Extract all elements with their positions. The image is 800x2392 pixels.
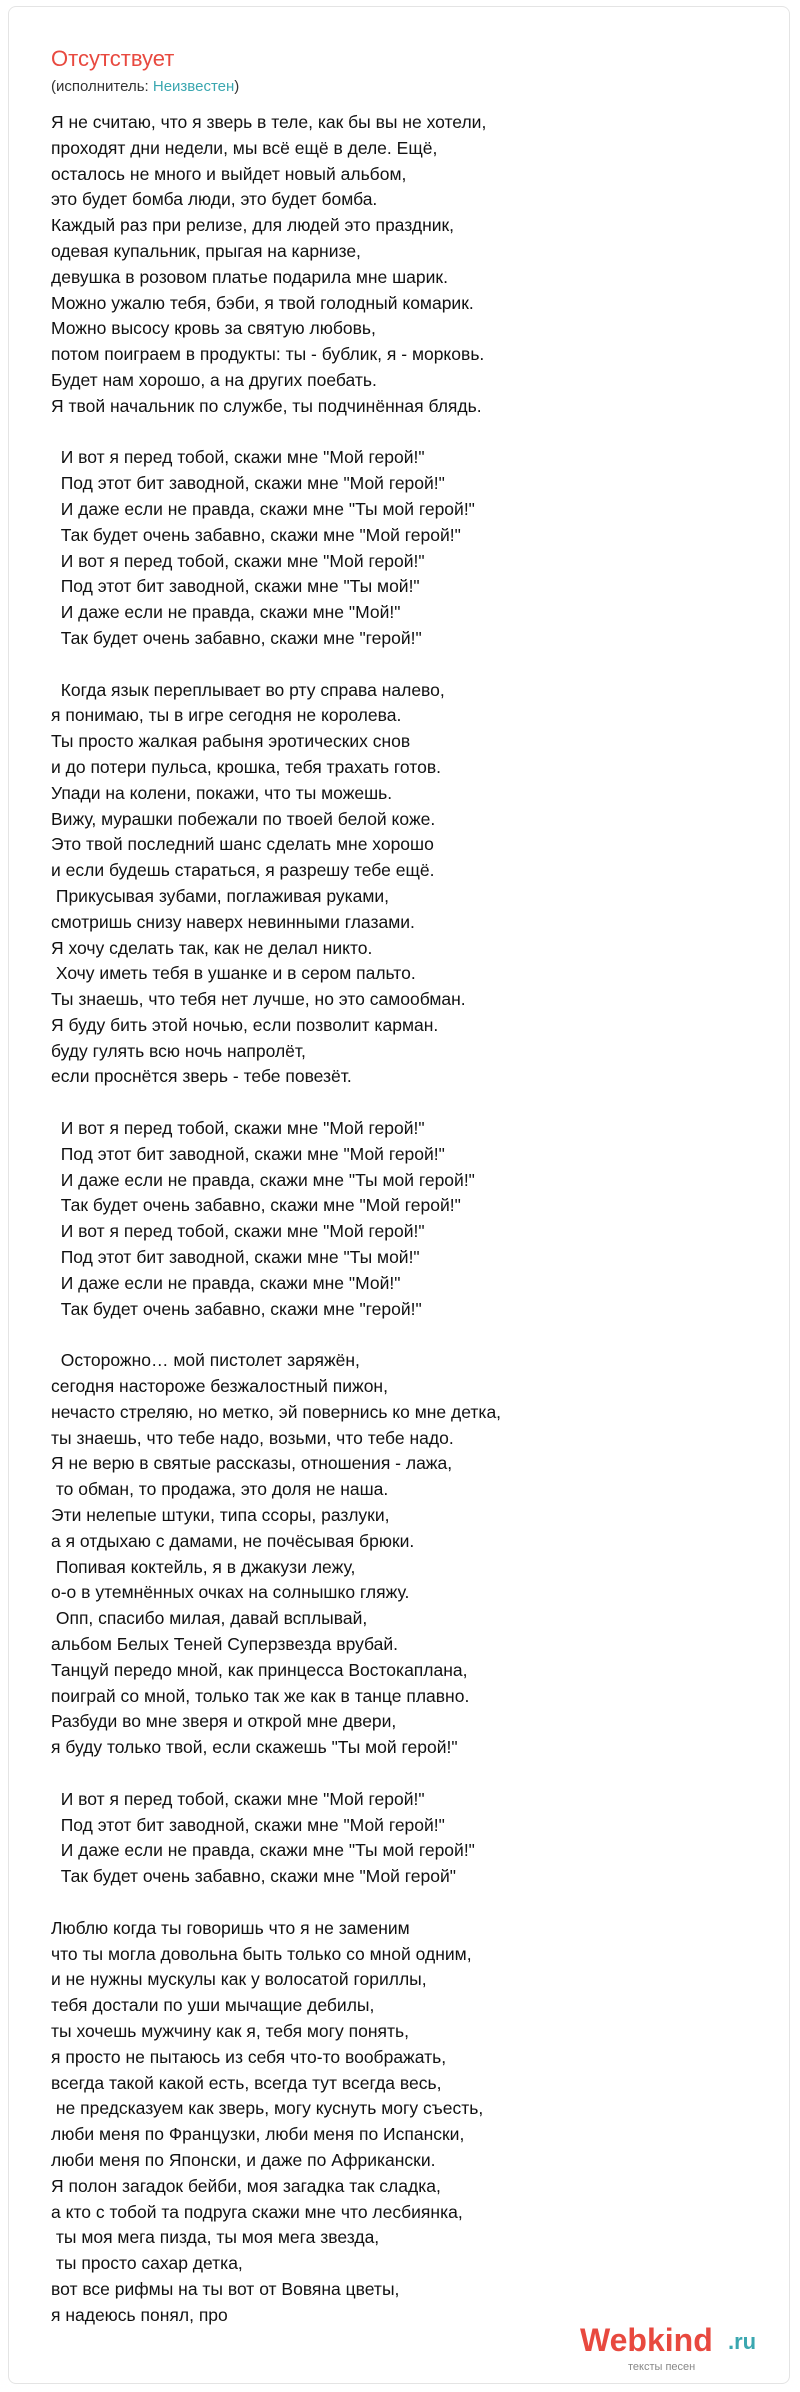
lyrics-line: альбом Белых Теней Суперзвезда врубай. [51, 1634, 399, 1655]
lyrics-line: тебя достали по уши мычащие дебилы, [51, 1995, 375, 2016]
lyrics-line: поиграй со мной, только так же как в танце плавно. [51, 1685, 470, 1706]
lyrics-line: И вот я перед тобой, скажи мне "Мой герой!" [51, 1788, 425, 1809]
artist-suffix: ) [234, 78, 240, 95]
lyrics-line: сегодня настороже безжалостный пижон, [51, 1376, 388, 1397]
lyrics-line: а я отдыхаю с дамами, не почёсывая брюки. [51, 1530, 415, 1551]
lyrics-line: и если будешь стараться, я разрешу тебе ещё. [51, 860, 435, 881]
lyrics-line: вот все рифмы на ты вот от Вовяна цветы, [51, 2278, 400, 2299]
lyrics-line: Будет нам хорошо, а на других поебать. [51, 369, 377, 390]
lyrics-line: Я буду бить этой ночью, если позволит карман. [51, 1014, 439, 1035]
lyrics-line: Так будет очень забавно, скажи мне "Мой герой!" [51, 1195, 461, 1216]
lyrics-line: девушка в розовом платье подарила мне шарик. [51, 266, 448, 287]
content-frame [8, 6, 790, 2384]
lyrics-line: я понимаю, ты в игре сегодня не королева. [51, 705, 402, 726]
lyrics-line: Ты просто жалкая рабыня эротических снов [51, 731, 411, 752]
lyrics-line: Когда язык переплывает во рту справа налево, [51, 679, 445, 700]
lyrics-line: И даже если не правда, скажи мне "Ты мой герой!" [51, 498, 475, 519]
artist-link[interactable]: Неизвестен [152, 78, 235, 95]
lyrics-blank-line [51, 1761, 751, 1787]
site-logo[interactable] [580, 2320, 780, 2375]
lyrics-line: Разбуди во мне зверя и открой мне двери, [51, 1711, 397, 1732]
lyrics-line: Под этот бит заводной, скажи мне "Мой герой!" [51, 473, 445, 494]
lyrics-line: ты знаешь, что тебе надо, возьми, что тебе надо. [51, 1427, 454, 1448]
lyrics-line: Прикусывая зубами, поглаживая руками, [51, 885, 390, 906]
lyrics-line: ты моя мега пизда, ты моя мега звезда, [51, 2227, 380, 2248]
lyrics-line: Я не верю в святые рассказы, отношения - лажа, [51, 1453, 453, 1474]
lyrics-line: ты просто сахар детка, [51, 2253, 243, 2274]
lyrics-line: Так будет очень забавно, скажи мне "Мой герой!" [51, 524, 461, 545]
lyrics-line: Люблю когда ты говоришь что я не заменим [51, 1917, 410, 1938]
lyrics-line: Под этот бит заводной, скажи мне "Ты мой!" [51, 1247, 420, 1268]
lyrics-line: а кто с тобой та подруга скажи мне что лесбиянка, [51, 2201, 463, 2222]
lyrics-blank-line [51, 1890, 751, 1916]
lyrics-line: проходят дни недели, мы всё ещё в деле. Ещё, [51, 137, 438, 158]
lyrics-line: Так будет очень забавно, скажи мне "Мой герой" [51, 1866, 456, 1887]
lyrics-line: Я твой начальник по службе, ты подчинённая блядь. [51, 395, 482, 416]
lyrics-line: Это твой последний шанс сделать мне хорошо [51, 834, 434, 855]
lyrics-line: я буду только твой, если скажешь "Ты мой герой!" [51, 1737, 458, 1758]
lyrics-line: не предсказуем как зверь, могу куснуть могу съесть, [51, 2098, 484, 2119]
lyrics-line: о-о в утемнённых очках на солнышко гляжу. [51, 1582, 410, 1603]
lyrics-blank-line [51, 652, 751, 678]
lyrics-line: одевая купальник, прыгая на карнизе, [51, 240, 361, 261]
lyrics-line: что ты могла довольна быть только со мной одним, [51, 1943, 472, 1964]
artist-prefix: (исполнитель: [51, 78, 153, 95]
lyrics-line: то обман, то продажа, это доля не наша. [51, 1479, 389, 1500]
lyrics-line: Так будет очень забавно, скажи мне "герой!" [51, 627, 422, 648]
lyrics-line: И вот я перед тобой, скажи мне "Мой герой!" [51, 1221, 425, 1242]
lyrics-line: Эти нелепые штуки, типа ссоры, разлуки, [51, 1505, 390, 1526]
logo-suffix: .ru [728, 2329, 757, 2354]
lyrics-line: и до потери пульса, крошка, тебя трахать готов. [51, 756, 441, 777]
lyrics-line: Опп, спасибо милая, давай всплывай, [51, 1608, 368, 1629]
lyrics-line: всегда такой какой есть, всегда тут всегда весь, [51, 2072, 442, 2093]
lyrics-line: потом поиграем в продукты: ты - бублик, я - морковь. [51, 344, 485, 365]
song-title: Отсутствует [51, 46, 175, 71]
lyrics-line: ты хочешь мужчину как я, тебя могу понять, [51, 2020, 410, 2041]
lyrics-line: Я полон загадок бейби, моя загадка так сладка, [51, 2175, 441, 2196]
lyrics-line: буду гулять всю ночь напролёт, [51, 1040, 306, 1061]
lyrics-line: я просто не пытаюсь из себя что-то воображать, [51, 2046, 447, 2067]
lyrics-line: Хочу иметь тебя в ушанке и в сером пальто. [51, 963, 416, 984]
lyrics-line: И даже если не правда, скажи мне "Ты мой герой!" [51, 1840, 475, 1861]
lyrics-line: И вот я перед тобой, скажи мне "Мой герой!" [51, 447, 425, 468]
lyrics-line: Упади на колени, покажи, что ты можешь. [51, 782, 393, 803]
lyrics-text [51, 110, 751, 2329]
lyrics-line: нечасто стреляю, но метко, эй повернись ко мне детка, [51, 1401, 502, 1422]
lyrics-blank-line [51, 420, 751, 446]
lyrics-line: Я не считаю, что я зверь в теле, как бы вы не хотели, [51, 112, 487, 132]
lyrics-blank-line [51, 1090, 751, 1116]
lyrics-line: осталось не много и выйдет новый альбом, [51, 163, 407, 184]
lyrics-line: если проснётся зверь - тебе повезёт. [51, 1066, 352, 1087]
lyrics-line: Танцуй передо мной, как принцесса Востокаплана, [51, 1659, 468, 1680]
lyrics-line: Попивая коктейль, я в джакузи лежу, [51, 1556, 356, 1577]
lyrics-line: Так будет очень забавно, скажи мне "герой!" [51, 1298, 422, 1319]
lyrics-blank-line [51, 1322, 751, 1348]
lyrics-line: люби меня по Японски, и даже по Африкански. [51, 2149, 436, 2170]
lyrics-line: Осторожно… мой пистолет заряжён, [51, 1350, 360, 1371]
lyrics-line: я надеюсь понял, про [51, 2304, 228, 2325]
lyrics-line: Можно высосу кровь за святую любовь, [51, 318, 376, 339]
logo-name: Webkind [580, 2322, 713, 2358]
lyrics-line: люби меня по Французки, люби меня по Испански, [51, 2124, 465, 2145]
lyrics-line: Каждый раз при релизе, для людей это праздник, [51, 215, 455, 236]
lyrics-line: смотришь снизу наверх невинными глазами. [51, 911, 415, 932]
lyrics-line: Можно ужалю тебя, бэби, я твой голодный комарик. [51, 292, 474, 313]
lyrics-line: это будет бомба люди, это будет бомба. [51, 189, 378, 210]
lyrics-line: Ты знаешь, что тебя нет лучше, но это самообман. [51, 989, 466, 1010]
artist-line [51, 77, 239, 97]
lyrics-line: И вот я перед тобой, скажи мне "Мой герой!" [51, 550, 425, 571]
lyrics-line: Под этот бит заводной, скажи мне "Ты мой!" [51, 576, 420, 597]
lyrics-line: Я хочу сделать так, как не делал никто. [51, 937, 373, 958]
logo-tagline: тексты песен [628, 2361, 696, 2373]
lyrics-line: Вижу, мурашки побежали по твоей белой коже. [51, 808, 436, 829]
lyrics-line: Под этот бит заводной, скажи мне "Мой герой!" [51, 1814, 445, 1835]
lyrics-line: Под этот бит заводной, скажи мне "Мой герой!" [51, 1143, 445, 1164]
lyrics-line: И даже если не правда, скажи мне "Ты мой герой!" [51, 1169, 475, 1190]
lyrics-line: и не нужны мускулы как у волосатой гориллы, [51, 1969, 427, 1990]
lyrics-line: И даже если не правда, скажи мне "Мой!" [51, 602, 401, 623]
lyrics-line: И даже если не правда, скажи мне "Мой!" [51, 1272, 401, 1293]
lyrics-line: И вот я перед тобой, скажи мне "Мой герой!" [51, 1118, 425, 1139]
